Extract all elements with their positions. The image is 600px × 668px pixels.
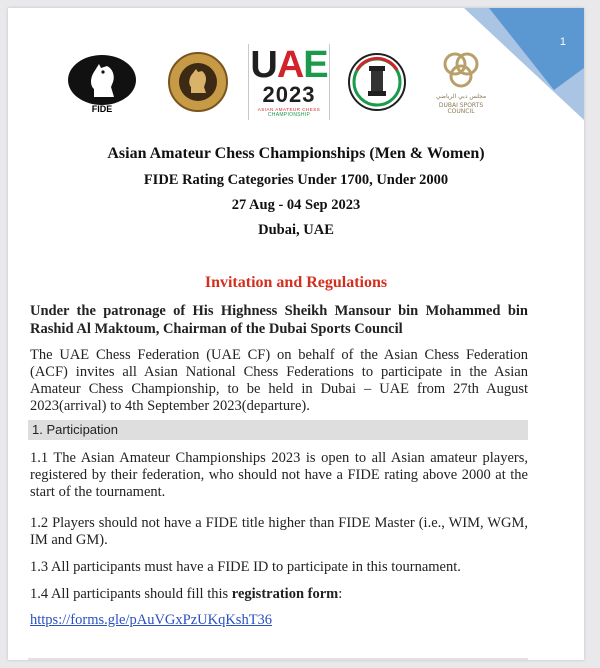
logo-divider-left xyxy=(248,44,249,120)
uae-letter-e: E xyxy=(303,44,328,87)
uae-year: 2023 xyxy=(262,82,316,108)
rule-1-4-prefix: 1.4 All participants should fill this xyxy=(30,586,232,602)
uae-letter-u: U xyxy=(250,44,277,87)
rating-categories: FIDE Rating Categories Under 1700, Under 2000 xyxy=(143,172,449,188)
fide-logo xyxy=(64,38,140,126)
logo-divider-right xyxy=(329,44,330,120)
participation-rule-1-1: 1.1 The Asian Amateur Championships 2023 is open to all Asian amateur players, registered by their federation, who should not have a FIDE rating above 2000 at the start of the tournament. xyxy=(30,450,528,500)
registration-form-link[interactable]: https://forms.gle/pAuVGxPzUKqKshT36 xyxy=(30,612,273,628)
fide-knight-icon xyxy=(66,50,138,108)
acf-logo xyxy=(166,38,230,126)
rule-1-4-suffix: : xyxy=(338,586,343,602)
participation-rule-1-3: 1.3 All participants must have a FIDE ID to participate in this tournament. xyxy=(30,559,461,575)
uae-2023-logo xyxy=(250,38,328,126)
intro-paragraph: The UAE Chess Federation (UAE CF) on behalf of the Asian Chess Federation (ACF) invites all Asian National Chess Federations to participate in the Asian Amateur Chess Championship, to be held in Dubai – UAE from 27th August 2023(arrival) to 4th September 2023(departure). xyxy=(30,347,528,414)
dsc-arabic-label: مجلس دبي الرياضي xyxy=(435,93,487,101)
dsc-emblem-icon xyxy=(441,48,481,92)
event-dates: 27 Aug - 04 Sep 2023 xyxy=(231,197,361,213)
patronage-statement: Under the patronage of His Highness Sheikh Mansour bin Mohammed bin Rashid Al Maktoum, Chairman of the Dubai Sports Council xyxy=(30,303,528,337)
participation-rule-1-2: 1.2 Players should not have a FIDE title higher than FIDE Master (i.e., WIM, WGM, IM and GM). xyxy=(30,515,528,548)
invitation-heading: Invitation and Regulations xyxy=(204,274,388,291)
uae-letter-a: A xyxy=(276,44,304,87)
document-page xyxy=(8,8,584,660)
uae-sub-1: ASIAN AMATEUR CHESS xyxy=(257,107,321,113)
uae-chess-federation-logo xyxy=(346,38,408,126)
document-title: Asian Amateur Chess Championships (Men & Women) xyxy=(107,145,485,162)
registration-form-label: registration form xyxy=(231,586,339,602)
acf-seal-icon xyxy=(167,51,229,113)
section-heading-participation: 1. Participation xyxy=(28,420,528,440)
dsc-english-label: DUBAI SPORTS COUNCIL xyxy=(438,101,484,116)
fide-label: FIDE xyxy=(91,104,113,114)
page-number: 1 xyxy=(559,36,566,48)
event-location: Dubai, UAE xyxy=(258,222,334,238)
rook-emblem-icon xyxy=(347,52,407,112)
uae-sub-2: CHAMPIONSHIP xyxy=(267,111,311,118)
bottom-divider xyxy=(28,658,528,660)
dubai-sports-council-logo xyxy=(428,38,494,126)
logo-row xyxy=(8,38,584,126)
participation-rule-1-4 xyxy=(30,586,528,603)
